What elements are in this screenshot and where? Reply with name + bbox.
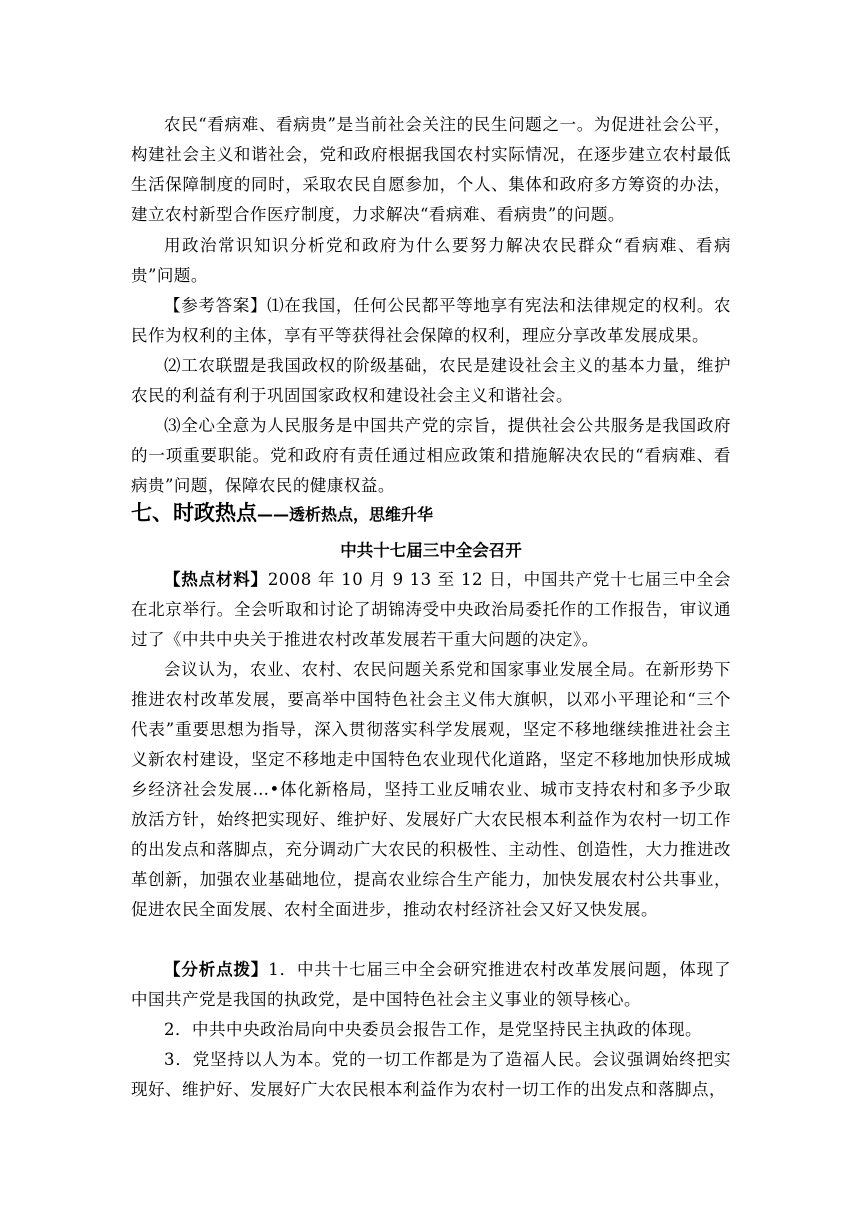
answer-paragraph-2: ⑵工农联盟是我国政权的阶级基础，农民是建设社会主义的基本力量，维护农民的利益有利于巩固国家政权和建设社会主义和谐社会。 (131, 356, 731, 405)
question-block (131, 231, 731, 291)
answer-label: 【参考答案】 (164, 296, 268, 315)
answer-item-1: ⑴在我国，任何公民都平等地享有宪法和法律规定的权利。农民作为权利的主体，享有平等获得社会保障的权利，理应分享改革发展成果。 (131, 296, 731, 345)
answer-paragraph-1 (131, 291, 731, 351)
section-heading (131, 497, 731, 537)
section-title: 七、时政热点 (131, 501, 257, 525)
material-block (131, 565, 731, 925)
analysis-label: 【分析点拨】 (164, 960, 269, 979)
material-label: 【热点材料】 (164, 570, 268, 589)
material-text: 2008 年 10 月 9 13 至 12 日，中国共产党十七届三中全会在北京举行。全会听取和讨论了胡锦涛受中央政治局委托作的工作报告，审议通过了《中共中央关于推进农村改革发展若干重大问题的决定》。 (131, 570, 731, 649)
analysis-paragraph-2: 2．中共中央政治局向中央委员会报告工作，是党坚持民主执政的体现。 (164, 1020, 702, 1039)
section-subtitle: ——透析热点，思维升华 (257, 505, 434, 524)
analysis-item-1: 1．中共十七届三中全会研究推进农村改革发展问题，体现了中国共产党是我国的执政党，是中国特色社会主义事业的领导核心。 (131, 960, 731, 1009)
hot-topic-title: 中共十七届三中全会召开 (340, 541, 522, 560)
question-paragraph: 用政治常识知识分析党和政府为什么要努力解决农民群众“看病难、看病贵”问题。 (131, 236, 731, 285)
material-paragraph-2: 会议认为，农业、农村、农民问题关系党和国家事业发展全局。在新形势下推进农村改革发展，要高举中国特色社会主义伟大旗帜，以邓小平理论和“三个代表”重要思想为指导，深入贯彻落实科学发展观，坚定不移地继续推进社会主义新农村建设，坚定不移地走中国特色农业现代化道路，坚定不移地加快形成城乡经济社会发展…•体化新格局，坚持工业反哺农业、城市支持农村和多予少取放活方针，始终把实现好、维护好、发展好广大农民根本利益作为农村一切工作的出发点和落脚点，充分调动广大农民的积极性、主动性、创造性，大力推进改革创新，加强农业基础地位，提高农业综合生产能力，加快发展农村公共事业，促进农民全面发展、农村全面进步，推动农村经济社会又好又快发展。 (131, 660, 731, 919)
intro-block (131, 110, 731, 230)
material-paragraph-1 (131, 565, 731, 655)
analysis-paragraph-1 (131, 955, 731, 1015)
answer-paragraph-3: ⑶全心全意为人民服务是中国共产党的宗旨，提供社会公共服务是我国政府的一项重要职能。党和政府有责任通过相应政策和措施解决农民的“看病难、看病贵”问题，保障农民的健康权益。 (131, 416, 731, 495)
answer-block (131, 291, 731, 501)
analysis-block (131, 955, 731, 1105)
analysis-paragraph-3: 3．党坚持以人为本。党的一切工作都是为了造福人民。会议强调始终把实现好、维护好、发展好广大农民根本利益作为农村一切工作的出发点和落脚点， (131, 1050, 731, 1099)
intro-paragraph: 农民“看病难、看病贵”是当前社会关注的民生问题之一。为促进社会公平，构建社会主义和谐社会，党和政府根据我国农村实际情况，在逐步建立农村最低生活保障制度的同时，采取农民自愿参加，个人、集体和政府多方筹资的办法，建立农村新型合作医疗制度，力求解决“看病难、看病贵”的问题。 (131, 115, 731, 224)
